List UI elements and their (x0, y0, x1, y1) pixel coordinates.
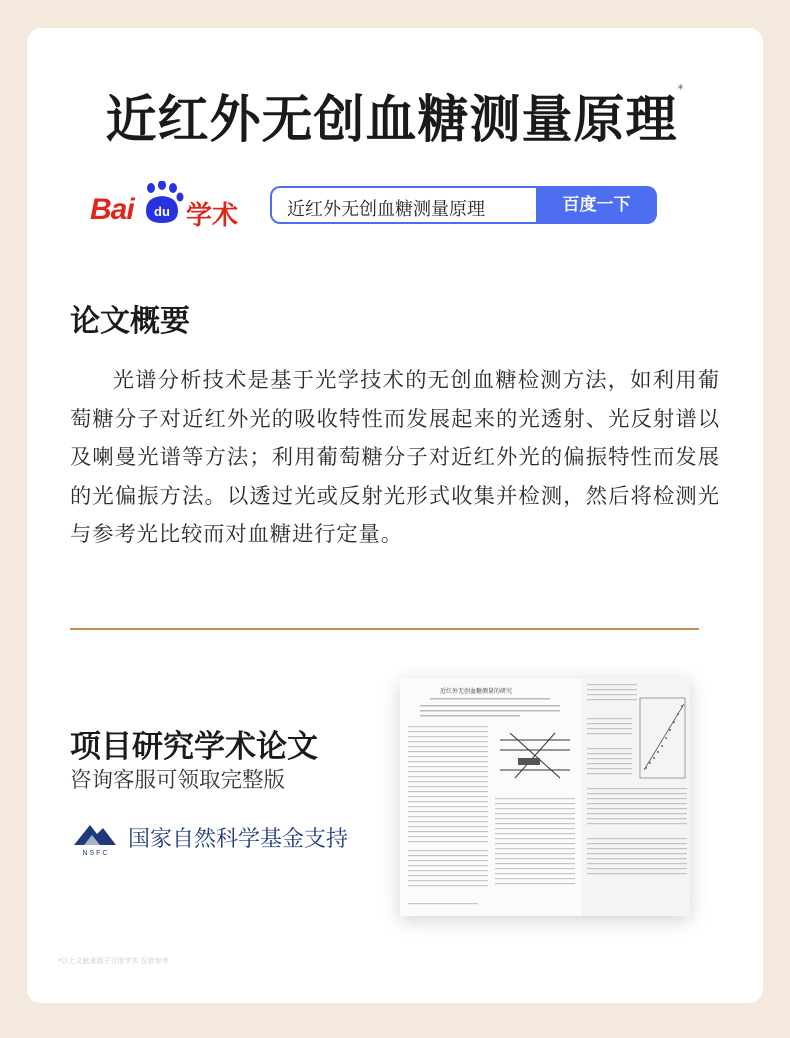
paper-title: 近红外无创血糖测量的研究 (440, 688, 513, 695)
paper-page-main (400, 678, 580, 916)
paper-side-content (582, 678, 690, 916)
baidu-logo-bai: Bai (90, 193, 134, 226)
page-title: 近红外无创血糖测量原理* (105, 82, 685, 150)
summary-heading: 论文概要 (70, 304, 190, 339)
footer-note: *以上文献来源于百度学术 仅供参考 (58, 957, 169, 965)
paper-page-side (582, 678, 690, 916)
summary-body: 光谱分析技术是基于光学技术的无创血糖检测方法，如利用葡萄糖分子对近红外光的吸收特性而发展起来的光透射、光反射谱以及喇曼光谱等方法；利用葡萄糖分子对近红外光的偏振特性而发展的光偏振方法。以透过光或反射光形式收集并检测，然后将检测光与参考光比较而对血糖进行定量。 (70, 368, 720, 547)
title-footnote-mark: * (677, 82, 685, 96)
baidu-logo-du: du (154, 204, 170, 219)
nsfc-logo-letters: N S F C (82, 850, 108, 857)
funding-text: 国家自然科学基金支持 (128, 827, 349, 852)
search-input[interactable]: 近红外无创血糖测量原理 (270, 186, 536, 224)
promo-subtitle[interactable]: 咨询客服可领取完整版 (70, 768, 286, 793)
section-divider (70, 628, 699, 630)
baidu-paw-icon (140, 181, 186, 227)
paper-preview-image (400, 678, 690, 916)
promo-title: 项目研究学术论文 (70, 729, 318, 765)
paper-text-lines (400, 678, 580, 916)
baidu-logo-xueshu: 学术 (186, 201, 239, 231)
nsfc-logo-icon (70, 817, 120, 857)
search-button[interactable]: 百度一下 (536, 186, 657, 224)
baidu-scholar-logo[interactable] (90, 181, 250, 231)
